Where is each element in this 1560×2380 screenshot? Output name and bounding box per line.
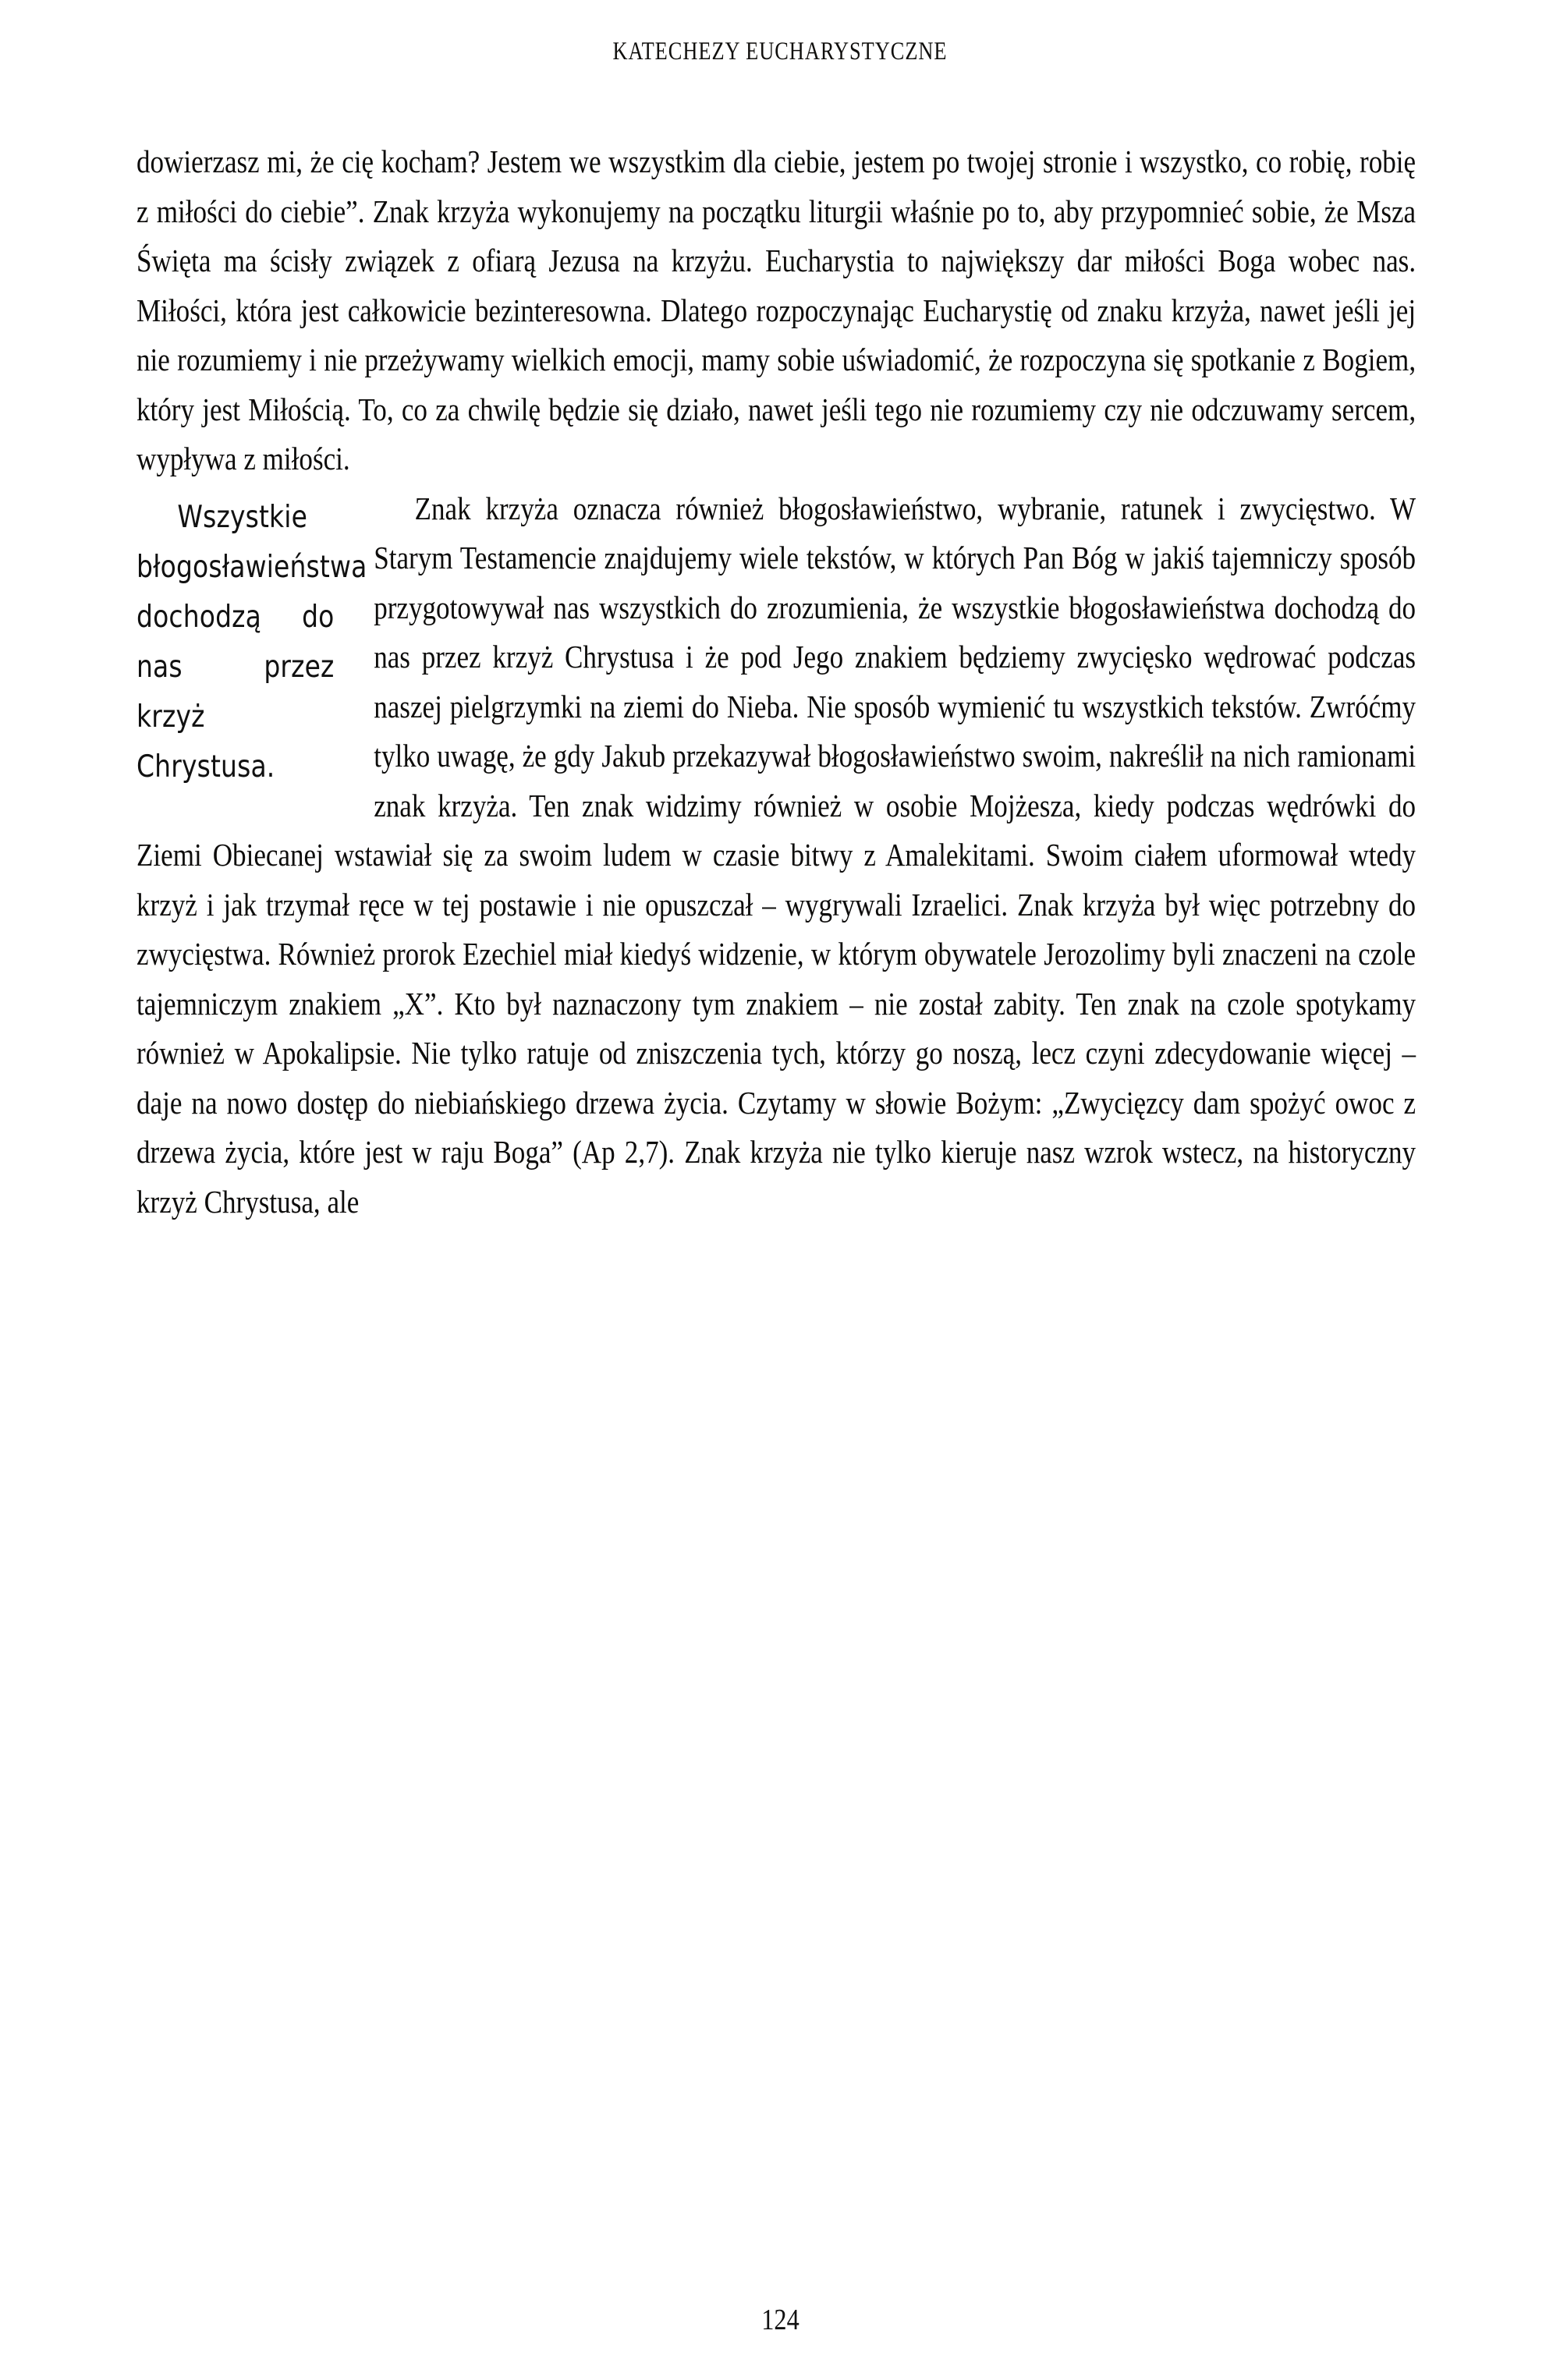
paragraph-2 [136, 484, 1416, 1227]
pullquote-text: Wszystkie błogosławieństwa dochodzą do nas przez krzyż Chrystusa. [136, 499, 367, 784]
paragraph-1-text: dowierzasz mi, że cię kocham? Jestem we wszystkim dla ciebie, jestem po twojej stronie i wszystko, co robię, robię z miłości do ciebie”. Znak krzyża wykonujemy na początku liturgii właśnie po to, aby przypomnieć sobie, że Msza Święta ma ścisły związek z ofiarą Jezusa na krzyżu. Eucharystia to największy dar miłości Boga wobec nas. Miłości, która jest całkowicie bezinteresowna. Dlatego rozpoczynając Eucharystię od znaku krzyża, nawet jeśli jej nie rozumiemy i nie przeżywamy wielkich emocji, mamy sobie uświadomić, że rozpoczyna się spotkanie z Bogiem, który jest Miłością. To, co za chwilę będzie się działo, nawet jeśli tego nie rozumiemy czy nie odczuwamy sercem, wypływa z miłości. [136, 143, 1416, 476]
page-number [0, 2303, 1560, 2337]
paragraph-1 [136, 137, 1416, 484]
paragraph-2-text [136, 484, 1416, 1227]
body-text-column [136, 137, 1416, 1227]
running-header: KATECHEZY EUCHARYSTYCZNE [612, 37, 948, 66]
pullquote-callout [136, 492, 367, 792]
paragraph-2-text-run: Znak krzyża oznacza również błogosławieństwo, wybranie, ratunek i zwycięstwo. W Starym Testamencie znajdujemy wiele tekstów, w których Pan Bóg w jakiś tajemniczy sposób przygotowywał nas wszystkich do zrozumienia, że wszystkie błogosławieństwa dochodzą do nas przez krzyż Chrystusa i że pod Jego znakiem będziemy zwycięsko wędrować podczas naszej pielgrzymki na ziemi do Nieba. Nie sposób wymienić tu wszystkich tekstów. Zwróćmy tylko uwagę, że gdy Jakub przekazywał błogosławieństwo swoim, nakreślił na nich ramionami znak krzyża. Ten znak widzimy również w osobie Mojżesza, kiedy podczas wędrówki do Ziemi Obiecanej wstawiał się za swoim ludem w czasie bitwy z Amalekitami. Swoim ciałem uformował wtedy krzyż i jak trzymał ręce w tej postawie i nie opuszczał – wygrywali Izraelici. Znak krzyża był więc potrzebny do zwycięstwa. Również prorok Ezechiel miał kiedyś widzenie, w którym obywatele Jerozolimy byli znaczeni na czole tajemniczym znakiem „X”. Kto był naznaczony tym znakiem – nie został zabity. Ten znak na czole spotykamy również w Apokalipsie. Nie tylko ratuje od zniszczenia tych, którzy go noszą, lecz czyni zdecydowanie więcej – daje na nowo dostęp do niebiańskiego drzewa życia. Czytamy w słowie Bożym: „Zwycięzcy dam spożyć owoc z drzewa życia, które jest w raju Boga” (Ap 2,7). Znak krzyża nie tylko kieruje nasz wzrok wstecz, na historyczny krzyż Chrystusa, ale [136, 490, 1416, 1220]
page-number-value: 124 [760, 2304, 800, 2336]
